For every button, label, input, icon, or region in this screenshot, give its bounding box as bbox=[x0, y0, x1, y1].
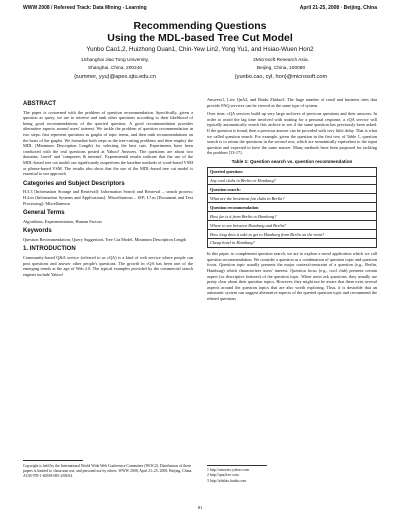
table-row bbox=[208, 167, 377, 176]
copyright-notice: Copyright is held by the International World Wide Web Conference Committee (IW3C2). Distribution of these papers is limited to classroom use, and personal use by others. WWW 2008, April 21–25, 2008, Beijing, China. ACM 978-1-60558-085-2/08/04. bbox=[23, 464, 193, 478]
affiliation-2-address: Beijing, China, 100080 bbox=[256, 66, 306, 71]
keywords-text: Question Recommendation, Query Suggestion, Tree Cut Model, Minimum Description Length bbox=[23, 236, 187, 242]
left-column bbox=[23, 97, 193, 280]
affiliation-1-email: {summer, yyu}@apex.sjtu.edu.cn bbox=[74, 74, 156, 80]
author-list: Yunbo Cao1,2, Huizhong Duan1, Chin-Yew Lin2, Yong Yu1, and Hsiao-Wuen Hon2 bbox=[86, 46, 314, 53]
title-line-2: Using the MDL-based Tree Cut Model bbox=[107, 32, 293, 44]
comparison-table bbox=[207, 167, 377, 249]
recommendation-item: How long does it take to get to Hamburg from Berlin on the train? bbox=[208, 230, 377, 239]
table-row bbox=[208, 221, 377, 230]
table-row bbox=[208, 185, 377, 194]
right-paragraph-1: Answers1, Live QnA2, and Baidu Zhidao3. The huge number of retail and business sites that provide FAQ services can be viewed as the same type of system. bbox=[207, 97, 377, 108]
terms-heading: General Terms bbox=[23, 210, 65, 217]
table-row bbox=[208, 203, 377, 212]
footnote-2[interactable]: 2 http://qna.live.com bbox=[207, 473, 239, 478]
search-label: Question search: bbox=[208, 185, 377, 194]
intro-text: Community-based Q&A service (referred to as cQA) is a kind of web service where people can post questions and answer other people's questions. The growth in cQA has been one of the emerging trends at the age of Web 2.0. The typical examples provided by the commercial search engines include Yahoo! bbox=[23, 255, 193, 277]
footnote-rule bbox=[207, 465, 267, 466]
affiliation-1-name: 1Shanghai Jiao Tong University, bbox=[80, 58, 150, 63]
running-header bbox=[23, 5, 377, 11]
title-line-1: Recommending Questions bbox=[133, 20, 267, 32]
paper-title bbox=[0, 20, 400, 44]
abstract-text: The paper is concerned with the problem of question recommendation. Specifically, given a question as query, we are to retrieve and rank other questions according to their likelihood of being good recommendations of the queried question. A good recommendation provides alternative aspects around users' interest. We tackle the problem of question recommendation in two steps: first represent questions as graphs of topic terms, and then rank recommendations on the basis of the graphs. We formalize both steps as the tree-cutting problems and then employ the MDL (Minimum Description Length) for selecting the best cuts. Experiments have been conducted with the real questions posted at Yahoo! Answers. The questions are about two domains, 'travel' and 'computers & internet'. Experimental results indicate that the use of the MDL-based tree cut model can significantly outperform the baseline methods of word-based VSM or phrase-based VSM. The results also show that the use of the MDL-based tree cut model is essential to our approach. bbox=[23, 109, 193, 177]
footnote-3[interactable]: 3 http://zhidao.baidu.com bbox=[207, 478, 246, 483]
affiliation-2-email: {yunbo.cao, cyl, hon}@microsoft.com bbox=[234, 74, 328, 80]
categories-text: H.3.3 [Information Storage and Retrieval]: Information Search and Retrieval – search process; H.4.m [Information Systems and Applications]: Miscellaneous – ISP; I.7.m [Document and Text Processing]: Miscellaneous bbox=[23, 189, 193, 206]
categories-heading: Categories and Subject Descriptors bbox=[23, 180, 125, 187]
table-row bbox=[208, 176, 377, 185]
affiliation-1 bbox=[30, 57, 200, 81]
header-right: April 21-25, 2008 · Beijing, China bbox=[299, 5, 377, 11]
abstract-heading: ABSTRACT bbox=[23, 101, 56, 107]
search-question: What are the best/most fun clubs in Berlin? bbox=[208, 194, 377, 203]
right-column bbox=[207, 97, 377, 305]
copyright-rule bbox=[23, 460, 83, 461]
affiliation-2 bbox=[196, 57, 366, 81]
right-paragraph-2: Over time, cQA services build up very large archives of previous questions and their answers. In order to avoid the lag time involved with waiting for a personal response, a cQA service will typically automatically search this archive to see if the same question has previously been asked. If the question is found, then a previous answer can be provided with very little delay. That is what we called question search. For example, given the question in the first row of Table 1, question search is to return the questions in the second row, which are semantically equivalent to the input question and expected to have the same answer. Many methods have been proposed for tackling the problem [13-17]. bbox=[207, 111, 377, 156]
table-row bbox=[208, 230, 377, 239]
recommendation-item: How far is it from Berlin to Hamburg? bbox=[208, 212, 377, 221]
right-paragraph-3: In this paper, to complement question search, we are to explore a novel application which we call question recommendation. We consider a question as a combination of question topic and question focus. Question topic usually presents the major context/constraint of a question (e.g., Berlin, Hamburg) which characterizes users' interest. Question focus (e.g., cool club) presents certain aspect (or descriptive features) of the question topic. When users ask questions, they usually are pretty clear about their question topics. However, they might not be aware that there exist several aspects around the question topics that are also worth exploring. Thus, it is desirable that an automatic system can suggest alternative aspects of the queried question topic and recommend the related questions bbox=[207, 251, 377, 301]
recommendation-item: Cheap hotel in Hamburg? bbox=[208, 239, 377, 248]
header-left: WWW 2008 / Refereed Track: Data Mining - Learning bbox=[23, 5, 147, 11]
recommendation-item: Where to see between Hamburg and Berlin? bbox=[208, 221, 377, 230]
footnote-1[interactable]: 1 http://answers.yahoo.com bbox=[207, 468, 249, 472]
queried-label: Queried question: bbox=[208, 167, 377, 176]
keywords-heading: Keywords bbox=[23, 228, 52, 235]
affiliation-1-address: Shanghai, China, 200240 bbox=[87, 66, 143, 71]
recommendation-label: Question recommendation bbox=[208, 203, 377, 212]
page-number: 81 bbox=[197, 505, 203, 510]
table-row bbox=[208, 239, 377, 248]
table-row bbox=[208, 194, 377, 203]
queried-question: Any cool clubs in Berlin or Hamburg? bbox=[208, 176, 377, 185]
table-row bbox=[208, 212, 377, 221]
intro-heading: 1. INTRODUCTION bbox=[23, 246, 76, 253]
affiliation-2-name: 2Microsoft Research Asia, bbox=[253, 58, 309, 63]
terms-text: Algorithms, Experimentation, Human Factors bbox=[23, 218, 102, 224]
footnotes bbox=[207, 468, 377, 484]
table-caption: Table 1: Question search vs. question recommendation bbox=[231, 158, 353, 164]
